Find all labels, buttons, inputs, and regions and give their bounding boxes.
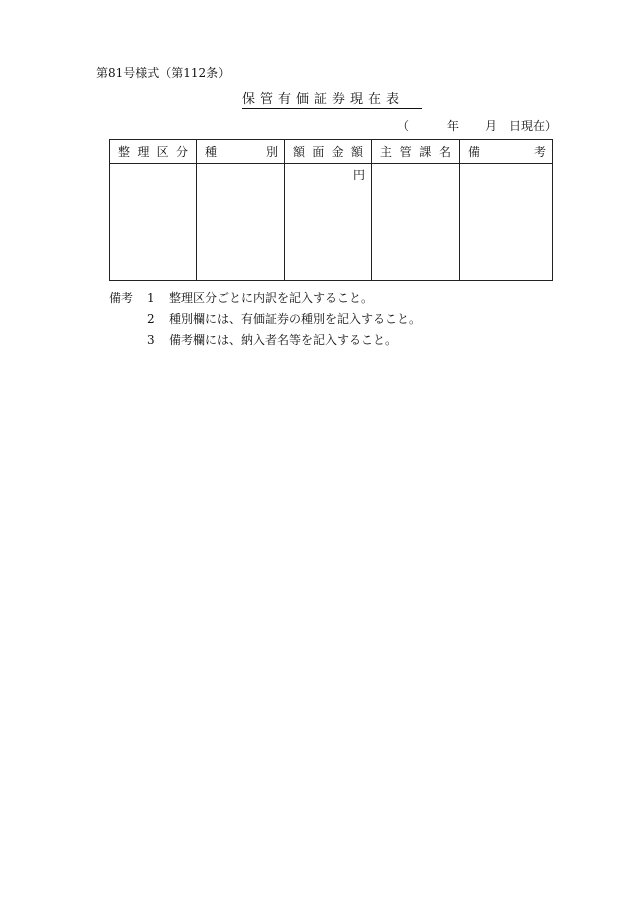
header-remarks: 備 考: [460, 140, 553, 164]
note-number: 3: [147, 333, 155, 347]
securities-table: [109, 139, 553, 281]
table-header-row: [110, 140, 553, 164]
header-face-value: 額 面 金 額: [285, 140, 372, 164]
as-of-year: 年: [446, 119, 459, 133]
as-of-day: 日現在）: [508, 119, 557, 133]
note-item: [109, 330, 421, 351]
note-text: 種別欄には、有価証券の種別を記入すること。: [169, 312, 422, 326]
cell-category[interactable]: [110, 164, 197, 281]
cell-face-value[interactable]: [285, 164, 372, 281]
header-section: 主 管 課 名: [372, 140, 460, 164]
header-category: 整 理 区 分: [110, 140, 197, 164]
form-id: 第81号様式（第112条）: [96, 66, 231, 80]
header-type: 種 別: [197, 140, 285, 164]
cell-remarks[interactable]: [460, 164, 553, 281]
notes-section: [109, 288, 421, 351]
note-number: 1: [147, 291, 155, 305]
notes-heading: 備考: [109, 291, 134, 305]
as-of-date: [397, 117, 557, 134]
note-number: 2: [147, 312, 155, 326]
cell-section[interactable]: [372, 164, 460, 281]
yen-unit: 円: [352, 168, 365, 182]
note-item: [109, 288, 421, 309]
note-text: 整理区分ごとに内訳を記入すること。: [169, 291, 374, 305]
table-row: [110, 164, 553, 281]
cell-type[interactable]: [197, 164, 285, 281]
as-of-open: （: [397, 119, 410, 133]
document-title: 保管有価証券現在表: [242, 88, 422, 109]
note-item: [109, 309, 421, 330]
as-of-month: 月: [484, 119, 497, 133]
note-text: 備考欄には、納入者名等を記入すること。: [169, 333, 398, 347]
